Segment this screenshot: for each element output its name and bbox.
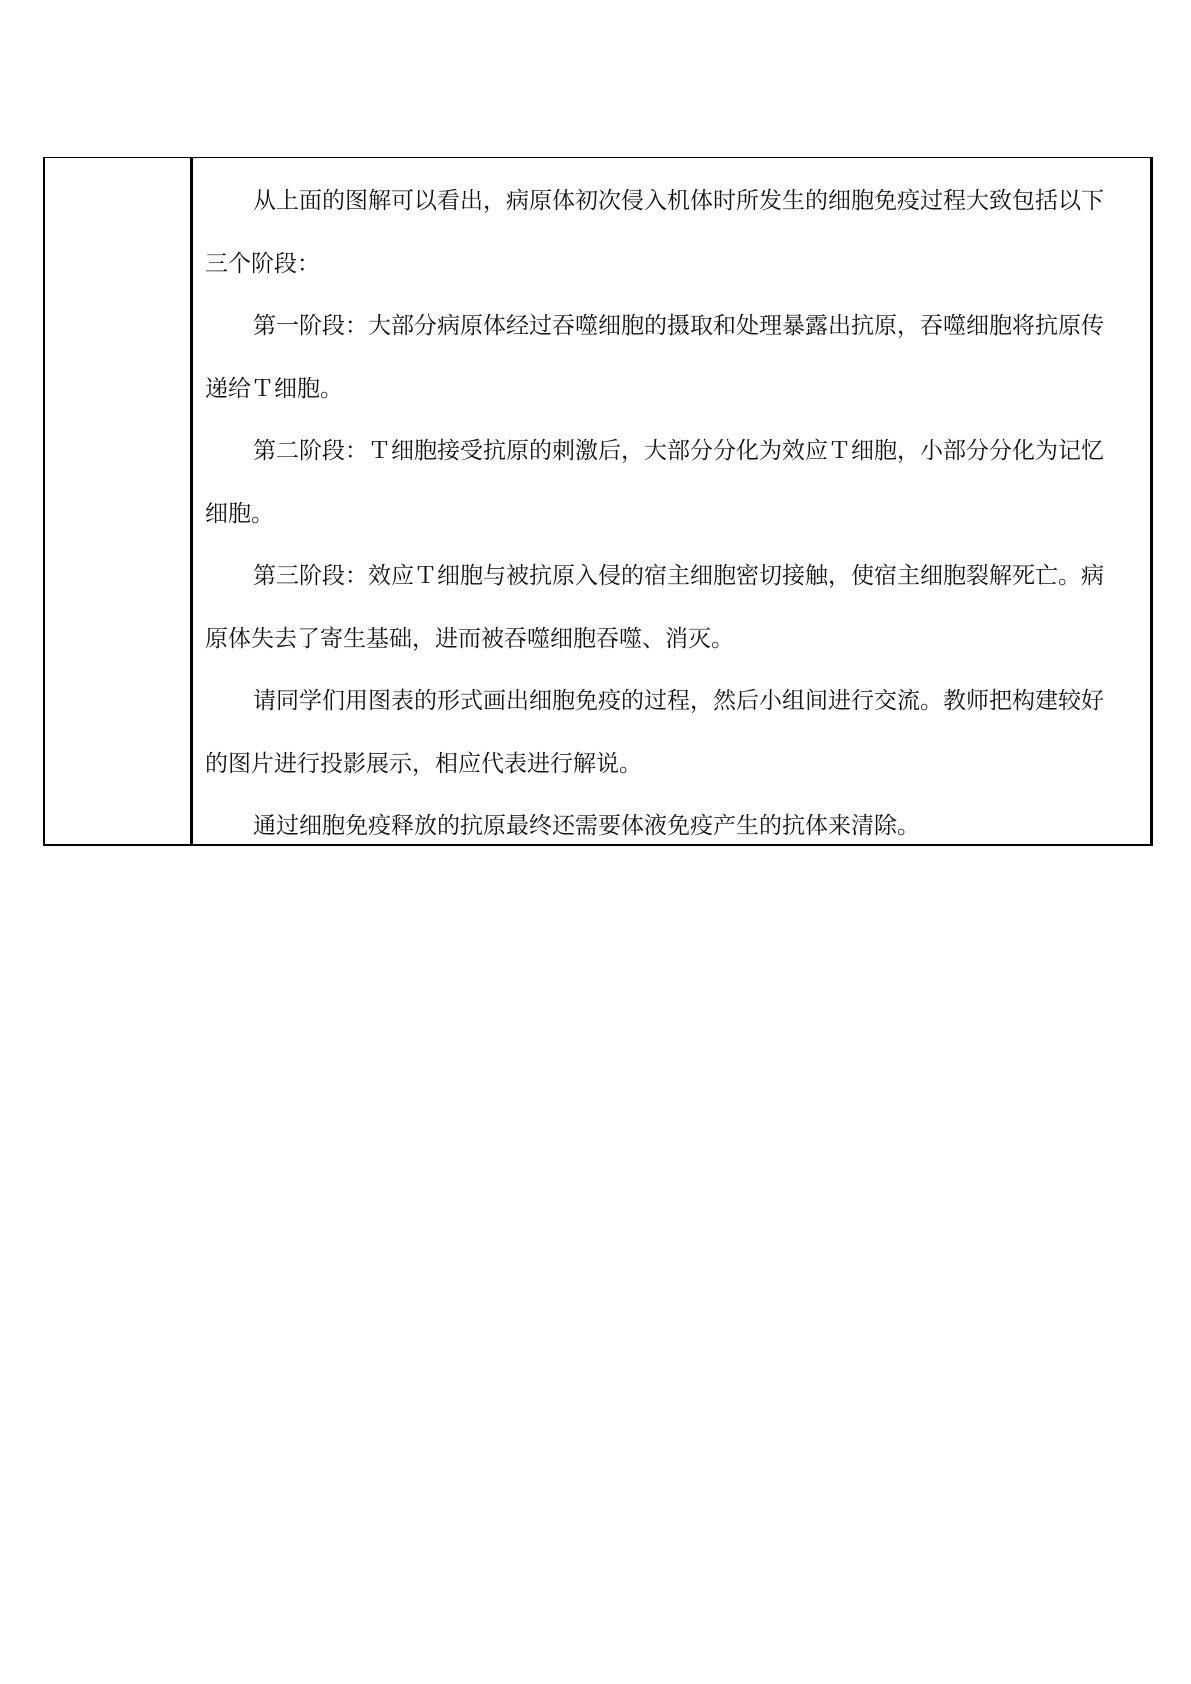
- paragraph-intro: 从上面的图解可以看出，病原体初次侵入机体时所发生的细胞免疫过程大致包括以下三个阶段：: [205, 188, 1104, 277]
- table-right-cell: [193, 158, 1150, 844]
- paragraph-stage-one: 第一阶段：大部分病原体经过吞噬细胞的摄取和处理暴露出抗原，吞噬细胞将抗原传递给Ｔ细胞。: [205, 313, 1104, 402]
- content-table: [43, 157, 1153, 846]
- paragraph-activity: 请同学们用图表的形式画出细胞免疫的过程，然后小组间进行交流。教师把构建较好的图片进行投影展示，相应代表进行解说。: [205, 688, 1104, 777]
- paragraph-conclusion: 通过细胞免疫释放的抗原最终还需要体液免疫产生的抗体来清除。: [253, 813, 920, 839]
- paragraph-stage-two: 第二阶段：Ｔ细胞接受抗原的刺激后，大部分分化为效应Ｔ细胞，小部分分化为记忆细胞。: [205, 438, 1104, 527]
- table-left-cell: [45, 158, 193, 844]
- paragraph-stage-three: 第三阶段：效应Ｔ细胞与被抗原入侵的宿主细胞密切接触，使宿主细胞裂解死亡。病原体失去了寄生基础，进而被吞噬细胞吞噬、消灭。: [205, 563, 1104, 652]
